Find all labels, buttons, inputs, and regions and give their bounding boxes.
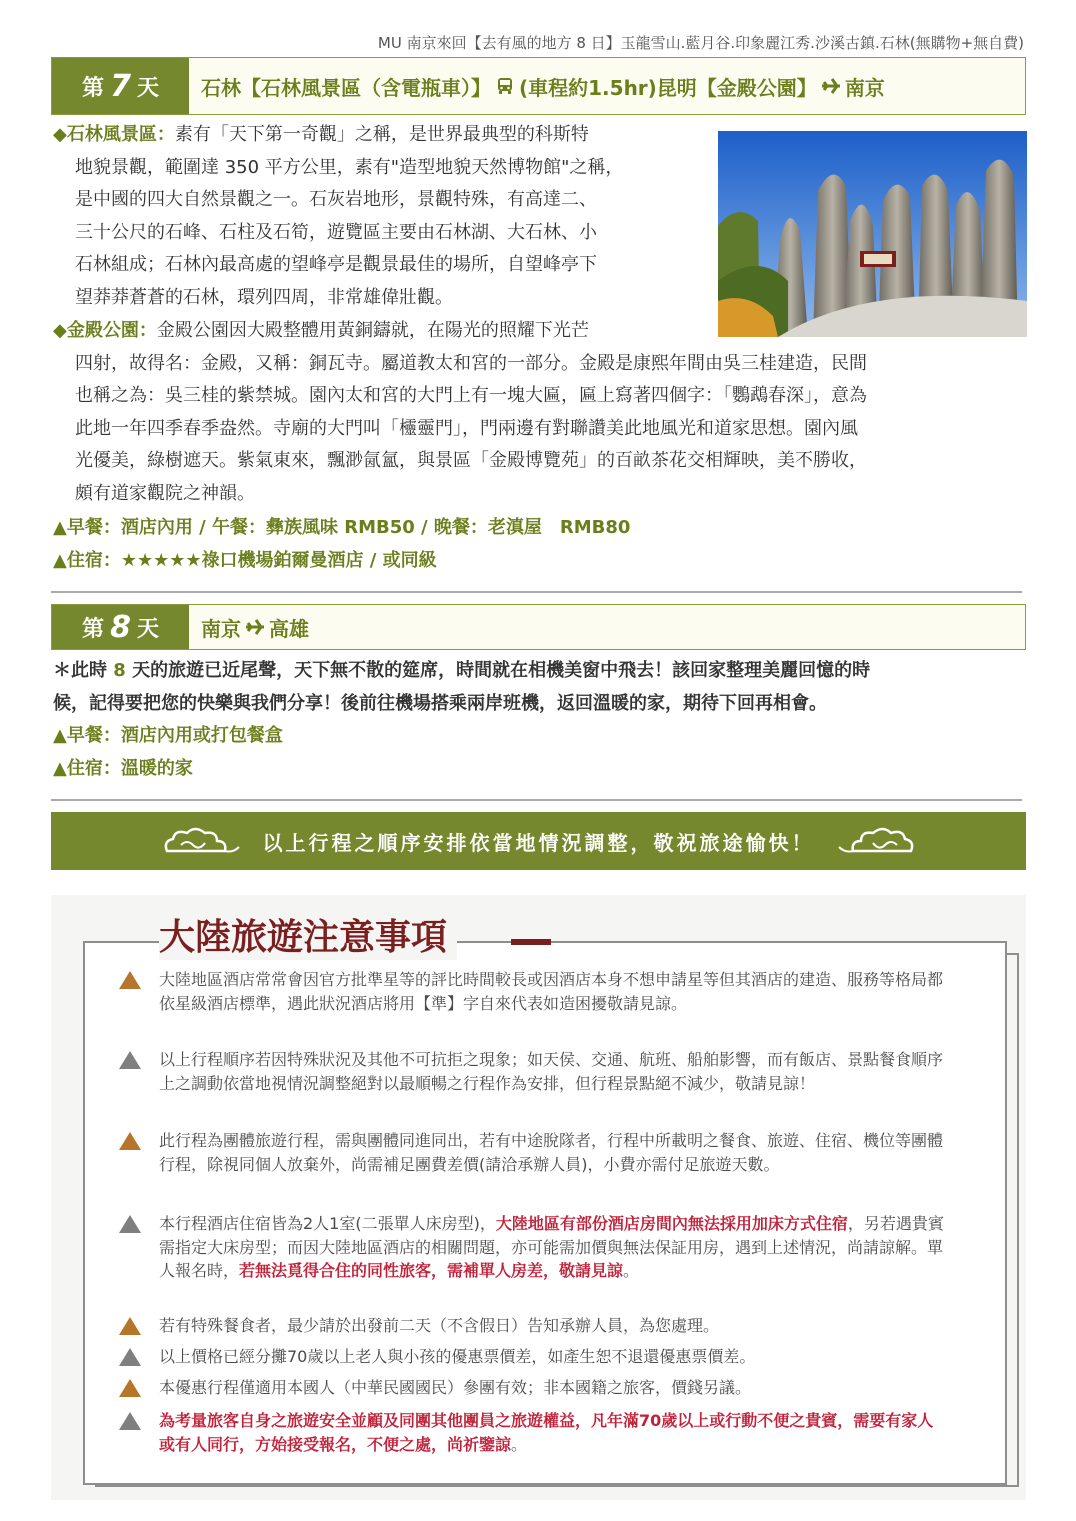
- page-header: MU 南京來回【去有風的地方 8 日】玉龍雪山.藍月谷.印象麗江秀.沙溪古鎮.石林(無購物+無自費): [377, 34, 1024, 52]
- cloud-ornament-icon: [837, 823, 917, 859]
- day7-header: [51, 57, 1026, 115]
- day8-note-a: ＊此時: [53, 660, 107, 681]
- day7-title-c: 南京: [844, 75, 885, 100]
- airplane-icon: [245, 617, 265, 637]
- stone-forest-line: 素有「天下第一奇觀」之稱，是世界最典型的科斯特: [174, 124, 589, 145]
- gold-triangle-icon: [119, 1379, 141, 1397]
- gold-triangle-icon: [119, 1317, 141, 1335]
- notice-i4a: 本行程酒店住宿皆為2人1室(二張單人床房型)，: [159, 1214, 496, 1233]
- notice-item-text: 此行程為團體旅遊行程，需與團體同進同出，若有中途脫隊者，行程中所載明之餐食、旅遊、住宿、機位等團體行程，除視同個人放棄外，尚需補足團費差價(請洽承辦人員)，小費亦需付足旅遊天數。: [159, 1131, 944, 1174]
- grey-triangle-icon: [119, 1412, 141, 1430]
- day8-hotel: ▲住宿：溫暖的家: [53, 758, 193, 779]
- cloud-ornament-icon: [161, 823, 241, 859]
- notice-i8a: 為考量旅客自身之旅遊安全並顧及同團其他團員之旅遊權益，凡年滿70歲以上或行動不便之貴賓，需要有家人或有人同行，方始接受報名，不便之處，尚祈鑒諒: [159, 1411, 934, 1454]
- notice-i4c: ，另若遇貴賓需指定大床房型；而因大陸地區酒店的相關問題，亦可能需加價與無法保証用房，遇到上述情況，尚請諒解。單人報名時，: [159, 1214, 944, 1280]
- notice-item-text: 大陸地區酒店常常會因官方批準星等的評比時間較長或因酒店本身不想申請星等但其酒店的建造、服務等格局都依星級酒店標準，遇此狀況酒店將用【準】字自來代表如造困擾敬請見諒。: [159, 970, 944, 1013]
- day7-number-box: [52, 58, 189, 114]
- day8-header: [51, 604, 1026, 650]
- closing-banner: [51, 812, 1026, 870]
- divider: [51, 591, 1022, 593]
- grey-triangle-icon: [119, 1051, 141, 1069]
- day8-title-b: 高雄: [269, 616, 309, 641]
- notice-item-text: [159, 1212, 949, 1283]
- notice-item: [119, 1376, 949, 1400]
- stone-forest-photo: [718, 131, 1027, 337]
- golden-temple-line: 頗有道家觀院之神韻。: [75, 482, 255, 504]
- notice-item: [119, 1129, 949, 1176]
- golden-temple-heading: ◆金殿公園：: [53, 320, 157, 341]
- stone-forest-heading: ◆石林風景區：: [53, 124, 175, 145]
- notice-i4e: 。: [623, 1261, 640, 1280]
- golden-temple-line: 光優美，綠樹遮天。紫氣東來，飄渺氤氳，與景區「金殿博覽苑」的百畝茶花交相輝映，美不勝收，: [75, 450, 867, 472]
- notice-item: [119, 1345, 949, 1369]
- day8-title: [189, 605, 1025, 649]
- notice-title-dash: [511, 939, 551, 945]
- notice-item-text: 若有特殊餐食者，最少請於出發前二天（不含假日）告知承辦人員，為您處理。: [159, 1316, 720, 1335]
- notice-item: [119, 968, 949, 1015]
- notice-item-text: 以上價格已經分攤70歲以上老人與小孩的優惠票價差，如產生恕不退還優惠票價差。: [159, 1347, 756, 1366]
- airplane-icon: [821, 76, 841, 96]
- day8-note-number: 8: [113, 660, 126, 681]
- banner-text: 以上行程之順序安排依當地情況調整，敬祝旅途愉快！: [262, 830, 815, 855]
- notice-section: [51, 895, 1026, 1500]
- bus-icon: [495, 76, 515, 96]
- notice-item: [119, 1048, 949, 1095]
- day8-prefix: 第: [82, 616, 105, 642]
- stone-forest-line: 望莽莽蒼蒼的石林，環列四周，非常雄偉壯觀。: [75, 286, 453, 308]
- notice-item: [119, 1409, 949, 1456]
- gold-triangle-icon: [119, 1132, 141, 1150]
- day7-number: 7: [110, 68, 131, 104]
- day8-suffix: 天: [136, 616, 159, 642]
- notice-item-text: 本優惠行程僅適用本國人（中華民國國民）參團有效；非本國籍之旅客，價錢另議。: [159, 1378, 752, 1397]
- divider: [51, 799, 1022, 801]
- notice-i4d: 若無法覓得合住的同性旅客，需補單人房差，敬請見諒: [239, 1261, 624, 1280]
- stone-forest-line: 三十公尺的石峰、石柱及石筍，遊覽區主要由石林湖、大石林、小: [75, 221, 597, 243]
- day8-number: 8: [110, 609, 131, 645]
- day7-title-b: (車程約1.5hr)昆明【金殿公園】: [519, 75, 817, 100]
- day8-note: [53, 654, 1028, 720]
- notice-i8b: 。: [511, 1434, 528, 1454]
- notice-item-text: [159, 1409, 949, 1456]
- golden-temple-line: 金殿公園因大殿整體用黃銅鑄就，在陽光的照耀下光芒: [156, 320, 589, 341]
- grey-triangle-icon: [119, 1348, 141, 1366]
- notice-title: 大陸旅遊注意事項: [159, 909, 457, 960]
- day8-note-c: 候，記得要把您的快樂與我們分享！後前往機場搭乘兩岸班機，返回溫暖的家，期待下回再相會。: [53, 693, 827, 714]
- day7-title: [189, 58, 1025, 114]
- notice-item: [119, 1314, 949, 1338]
- notice-item-text: 以上行程順序若因特殊狀況及其他不可抗拒之現象；如天侯、交通、航班、船舶影響，而有飯店、景點餐食順序上之調動依當地視情況調整絕對以最順暢之行程作為安排，但行程景點絕不減少，敬請見諒！: [159, 1050, 944, 1093]
- notice-i4b: 大陸地區有部份酒店房間內無法採用加床方式住宿: [495, 1214, 848, 1233]
- day8-title-a: 南京: [201, 616, 241, 641]
- grey-triangle-icon: [119, 1215, 141, 1233]
- golden-temple-line: 四射，故得名：金殿，又稱：銅瓦寺。屬道教太和宮的一部分。金殿是康熙年間由吳三桂建造，民間: [75, 352, 867, 374]
- day7-suffix: 天: [136, 75, 159, 101]
- stone-forest-line: 石林組成；石林內最高處的望峰亭是觀景最佳的場所，自望峰亭下: [75, 254, 597, 276]
- stone-forest-line: 是中國的四大自然景觀之一。石灰岩地形，景觀特殊，有高達二、: [75, 189, 597, 211]
- day7-title-a: 石林【石林風景區（含電瓶車）】: [201, 75, 491, 100]
- day8-note-b: 天的旅遊已近尾聲，天下無不散的筵席，時間就在相機美窗中飛去！該回家整理美麗回憶的時: [132, 660, 871, 681]
- day7-prefix: 第: [82, 75, 105, 101]
- golden-temple-paragraph: [53, 315, 1033, 511]
- golden-temple-line: 也稱之為：吳三桂的紫禁城。園內太和宮的大門上有一塊大匾，匾上寫著四個字：「鸚鵡春深」，意為: [75, 385, 867, 407]
- day8-meals: ▲早餐：酒店內用或打包餐盒: [53, 725, 283, 746]
- gold-triangle-icon: [119, 971, 141, 989]
- day7-hotel: ▲住宿：★★★★★祿口機場鉑爾曼酒店 / 或同級: [53, 550, 437, 571]
- notice-item: [119, 1212, 949, 1283]
- stone-forest-line: 地貌景觀，範圍達 350 平方公里，素有"造型地貌天然博物館"之稱，: [75, 156, 624, 178]
- golden-temple-line: 此地一年四季春季盎然。寺廟的大門叫「欞靈門」，門兩邊有對聯讚美此地風光和道家思想。園內風: [75, 417, 858, 439]
- day8-number-box: [52, 605, 189, 649]
- stone-forest-paragraph: [53, 119, 713, 315]
- day7-meals: ▲早餐：酒店內用 / 午餐：彝族風味 RMB50 / 晚餐：老滇屋 RMB80: [53, 517, 631, 538]
